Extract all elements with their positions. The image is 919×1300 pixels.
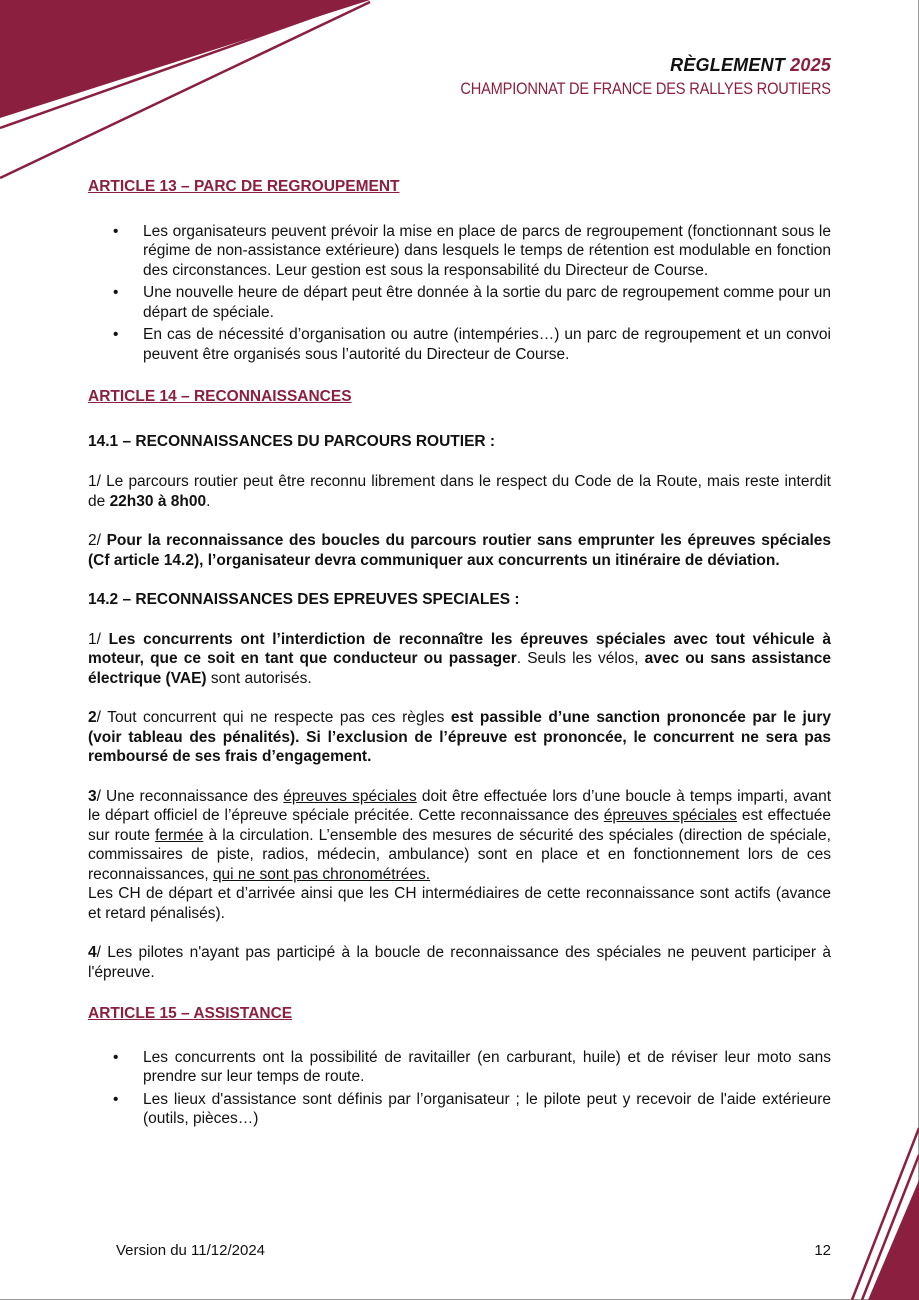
para-underlined: épreuves spéciales	[283, 787, 417, 805]
para-number: 4	[88, 944, 97, 961]
article-13-title: ARTICLE 13 – PARC DE REGROUPEMENT	[88, 178, 400, 195]
section-14-2-para-1	[88, 630, 831, 689]
article-15-title: ARTICLE 15 – ASSISTANCE	[88, 1005, 293, 1022]
para-underlined: qui ne sont pas chronométrées.	[212, 865, 431, 883]
para-text: sont autorisés.	[206, 669, 312, 687]
list-item	[88, 325, 831, 364]
list-item-text: Une nouvelle heure de départ peut être donnée à la sortie du parc de regroupement comme pour un départ de spéciale.	[143, 284, 831, 321]
section-14-2-para-3b: Les CH de départ et d’arrivée ainsi que les CH intermédiaires de cette reconnaissance sont actifs (avance et retard pénalisés).	[88, 885, 831, 922]
list-item-text: Les concurrents ont la possibilité de ravitailler (en carburant, huile) et de réviser leur moto sans prendre sur leur temps de route.	[143, 1048, 831, 1085]
list-item-text: Les lieux d'assistance sont définis par l’organisateur ; le pilote peut y recevoir de l'aide extérieure (outils, pièces…)	[143, 1090, 831, 1127]
article-13-list	[88, 222, 831, 365]
para-number: 2/	[88, 532, 107, 549]
bullet-icon: •	[113, 1090, 119, 1108]
para-bold: est passible d’une sanction prononcée par le jury (voir tableau des pénalités). Si l’exclusion de l’épreuve est prononcée, le concurrent ne sera pas remboursé de ses frais d’engagement.	[88, 709, 831, 765]
para-bold: Les concurrents ont l’interdiction de reconnaître les épreuves spéciales avec tout véhicule à moteur, que ce soit en tant que conducteur ou passager	[88, 630, 831, 667]
section-14-2-para-4	[88, 943, 831, 982]
list-item	[88, 1090, 831, 1129]
para-bold: 22h30 à 8h00	[109, 492, 207, 510]
list-item-text: En cas de nécessité d’organisation ou autre (intempéries…) un parc de regroupement et un convoi peuvent être organisés sous l’autorité du Directeur de Course.	[143, 326, 831, 363]
header-championship: CHAMPIONNAT DE FRANCE DES RALLYES ROUTIERS	[460, 79, 831, 98]
section-14-2-title: 14.2 – RECONNAISSANCES DES EPREUVES SPECIALES :	[88, 591, 520, 608]
para-text: . Seuls les vélos,	[516, 650, 645, 667]
para-number: 1/	[88, 630, 109, 648]
para-bold: Pour la reconnaissance des boucles du parcours routier sans emprunter les épreuves spéciales (Cf article 14.2), l’organisateur devra communiquer aux concurrents un itinéraire de déviation.	[88, 532, 831, 569]
bullet-icon: •	[113, 222, 119, 240]
page-number: 12	[814, 1242, 831, 1259]
para-text: .	[206, 492, 211, 510]
para-number: 2	[88, 709, 97, 726]
para-underlined: épreuves spéciales	[603, 807, 738, 824]
footer-version: Version du 11/12/2024	[116, 1242, 266, 1259]
para-bold: avec ou sans assistance électrique (VAE)	[88, 650, 831, 687]
header-reglement-label: RÈGLEMENT	[670, 55, 785, 75]
section-14-1-para-2	[88, 531, 831, 570]
section-14-2-para-3	[88, 787, 831, 885]
list-item-text: Les organisateurs peuvent prévoir la mise en place de parcs de regroupement (fonctionnant sous le régime de non-assistance extérieure) dans lesquels le temps de rétention est modulable en fonction des circonstances. Leur gestion est sous la responsabilité du Directeur de Course.	[143, 222, 831, 279]
header-reglement	[670, 56, 831, 76]
header-year: 2025	[790, 55, 831, 75]
bullet-icon: •	[113, 284, 119, 301]
para-text: / Une reconnaissance des	[96, 787, 284, 805]
section-14-1-para-1	[88, 472, 831, 511]
section-14-2-para-2	[88, 708, 831, 767]
list-item	[88, 283, 831, 322]
list-item	[88, 222, 831, 281]
list-item	[88, 1048, 831, 1087]
para-text: à la circulation. L’ensemble des mesures de sécurité des spéciales (direction de spéciale, commissaires de piste, radios, médecin, ambulance) sont en place et en fonctionnement lors de ces reconnaissances,	[88, 826, 831, 883]
bullet-icon: •	[113, 326, 119, 343]
para-number: 3	[88, 787, 97, 805]
para-text: / Tout concurrent qui ne respecte pas ces règles	[96, 709, 451, 726]
page-content	[88, 177, 831, 1129]
para-text: doit être effectuée lors d’une boucle à temps imparti, avant le départ officiel de l’épreuve spéciale précitée. Cette reconnaissance des	[88, 787, 832, 824]
para-underlined: fermée	[155, 826, 204, 844]
para-text: est effectuée sur route	[88, 807, 831, 844]
article-15-list	[88, 1048, 831, 1129]
para-text: / Les pilotes n'ayant pas participé à la boucle de reconnaissance des spéciales ne peuvent participer à l'épreuve.	[88, 944, 831, 981]
bullet-icon: •	[113, 1048, 119, 1066]
article-14-title: ARTICLE 14 – RECONNAISSANCES	[88, 388, 352, 405]
section-14-1-title: 14.1 – RECONNAISSANCES DU PARCOURS ROUTIER :	[88, 432, 496, 450]
para-text: 1/ Le parcours routier peut être reconnu librement dans le respect du Code de la Route, mais reste interdit de	[88, 473, 831, 510]
